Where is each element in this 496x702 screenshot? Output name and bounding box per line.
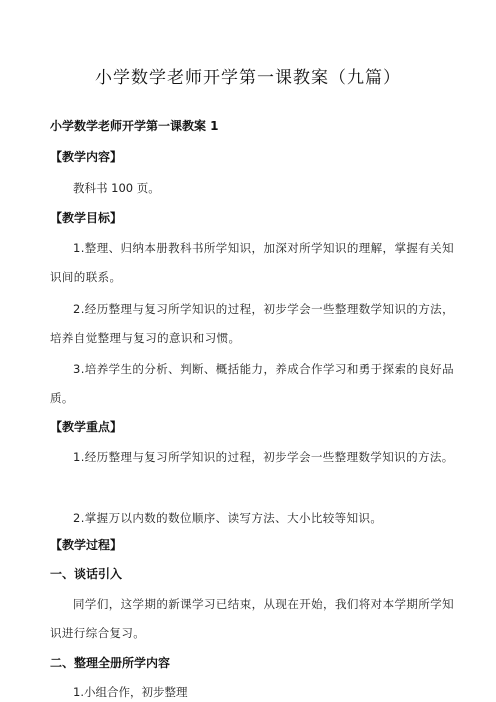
process-step2-item1: 1.小组合作，初步整理 xyxy=(73,685,188,699)
goal-item-1: 1.整理、归纳本册教科书所学知识，加深对所学知识的理解，掌握有关知识间的联系。 xyxy=(50,241,454,284)
process-step1-text: 同学们，这学期的新课学习已结束，从现在开始，我们将对本学期所学知识进行综合复习。 xyxy=(50,597,454,640)
key-point-item-1: 1.经历整理与复习所学知识的过程，初步学会一些整理数学知识的方法。 xyxy=(73,450,454,464)
document-title: 小学数学老师开学第一课教案（九篇） xyxy=(95,68,401,88)
heading-teaching-content: 【教学内容】 xyxy=(50,150,123,164)
goal-item-3: 3.培养学生的分析、判断、概括能力，养成合作学习和勇于探索的良好品质。 xyxy=(50,362,454,405)
goal-item-2: 2.经历整理与复习所学知识的过程，初步学会一些整理数学知识的方法，培养自觉整理与复习的意识和习惯。 xyxy=(50,302,454,345)
key-point-item-2: 2.掌握万以内数的数位顺序、读写方法、大小比较等知识。 xyxy=(73,511,383,525)
heading-teaching-process: 【教学过程】 xyxy=(50,538,123,552)
process-step1-heading: 一、谈话引入 xyxy=(50,567,123,581)
heading-key-points: 【教学重点】 xyxy=(50,420,123,434)
heading-teaching-goals: 【教学目标】 xyxy=(50,211,123,225)
teaching-content-text: 教科书 100 页。 xyxy=(73,181,160,195)
section-title: 小学数学老师开学第一课教案 1 xyxy=(50,119,219,133)
process-step2-heading: 二、整理全册所学内容 xyxy=(50,656,171,670)
